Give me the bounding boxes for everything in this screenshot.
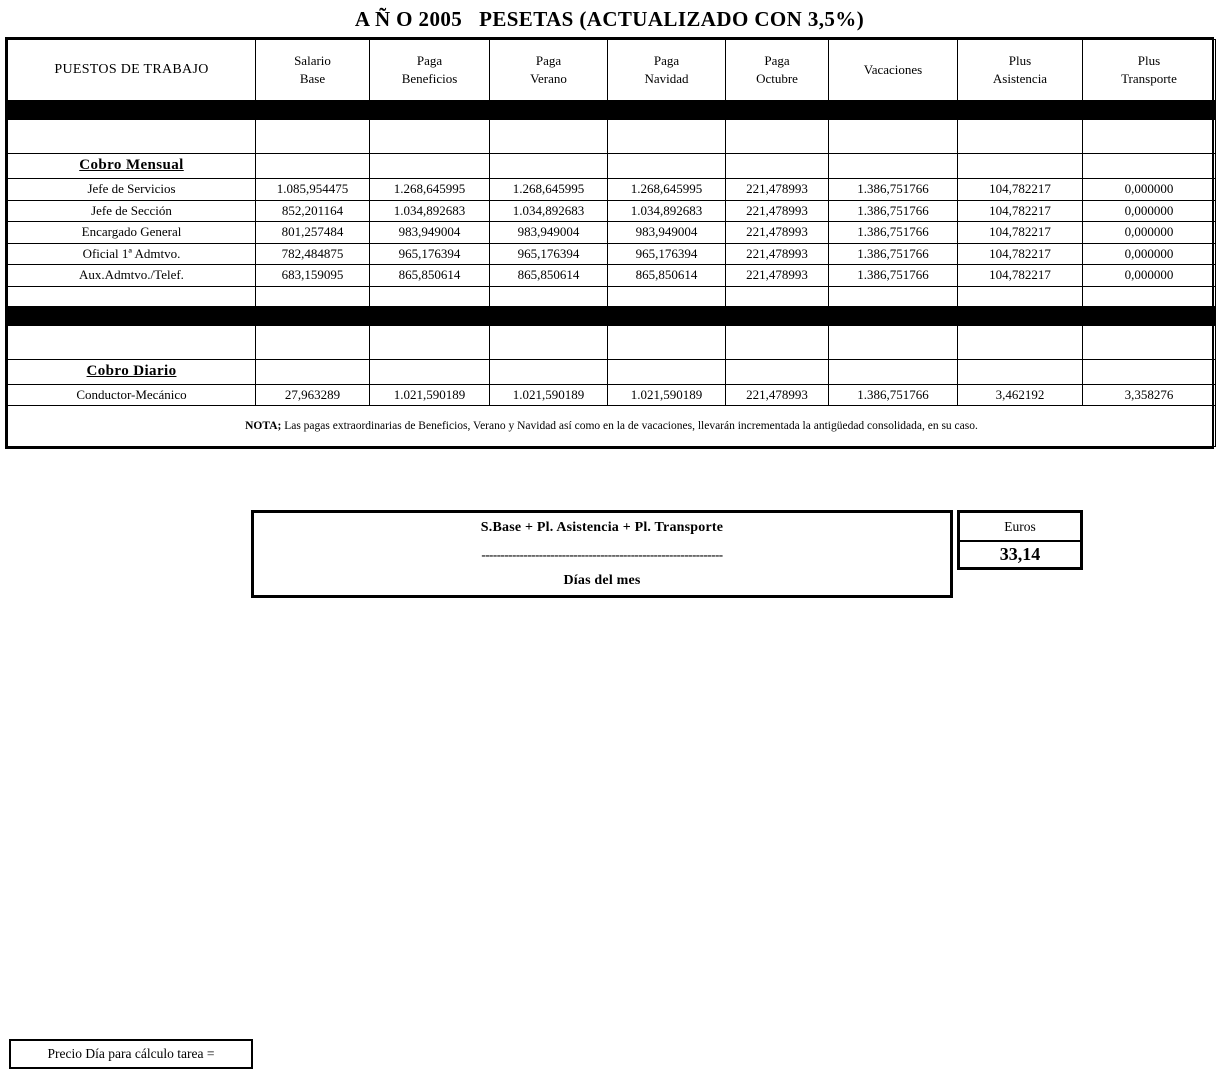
note-label: NOTA; — [245, 420, 282, 432]
header-line-1: Paga — [535, 53, 562, 69]
value-cell: 1.085,954475 — [256, 179, 370, 201]
spacer-cell — [608, 120, 726, 154]
separator-cell — [490, 306, 608, 325]
value-cell: 0,000000 — [1083, 200, 1216, 222]
value-cell: 0,000000 — [1083, 179, 1216, 201]
value-cell: 3,462192 — [958, 384, 1083, 406]
header-line-1: Plus — [1137, 53, 1161, 69]
formula-box — [251, 510, 953, 598]
table-row — [8, 200, 1216, 222]
value-cell: 1.386,751766 — [829, 179, 958, 201]
value-cell: 983,949004 — [490, 222, 608, 244]
value-cell: 782,484875 — [256, 243, 370, 265]
header-line-2: Beneficios — [401, 71, 458, 86]
value-cell: 1.386,751766 — [829, 200, 958, 222]
job-title-cell: Encargado General — [8, 222, 256, 244]
spacer-row — [8, 120, 1216, 154]
separator-cell — [370, 306, 490, 325]
value-cell: 1.268,645995 — [490, 179, 608, 201]
value-cell: 104,782217 — [958, 265, 1083, 287]
header-line-1: PUESTOS DE TRABAJO — [54, 61, 209, 77]
page-title: A Ñ O 2005 PESETAS (ACTUALIZADO CON 3,5%) — [354, 7, 865, 31]
table-row — [8, 179, 1216, 201]
spacer-cell — [608, 325, 726, 359]
spacer-cell — [490, 286, 608, 306]
group-label: Cobro Mensual — [79, 157, 184, 173]
value-cell: 865,850614 — [370, 265, 490, 287]
spacer-cell — [256, 286, 370, 306]
value-cell: 965,176394 — [490, 243, 608, 265]
value-cell: 104,782217 — [958, 243, 1083, 265]
value-cell: 104,782217 — [958, 222, 1083, 244]
spacer-cell — [958, 286, 1083, 306]
euros-result-box — [957, 510, 1083, 570]
value-cell: 221,478993 — [726, 243, 829, 265]
group-heading-row — [8, 154, 1216, 179]
spacer-cell — [1083, 325, 1216, 359]
spacer-cell — [829, 286, 958, 306]
header-line-1: Paga — [764, 53, 790, 69]
separator-cell — [726, 101, 829, 120]
spacer-cell — [726, 325, 829, 359]
job-title-cell: Aux.Admtvo./Telef. — [8, 265, 256, 287]
table-row — [8, 384, 1216, 406]
group-empty-cell — [490, 154, 608, 179]
group-empty-cell — [490, 359, 608, 384]
spacer-cell — [829, 325, 958, 359]
header-line-1: Plus — [1008, 53, 1032, 69]
spacer-cell — [726, 286, 829, 306]
spacer-cell — [256, 325, 370, 359]
separator-cell — [490, 101, 608, 120]
formula-section — [0, 503, 1219, 1061]
group-empty-cell — [958, 154, 1083, 179]
value-cell: 983,949004 — [608, 222, 726, 244]
column-header-vacaciones — [829, 40, 958, 101]
value-cell: 965,176394 — [608, 243, 726, 265]
separator-cell — [8, 101, 256, 120]
euros-header: Euros — [960, 513, 1080, 542]
header-line-1: Paga — [416, 53, 443, 69]
value-cell: 983,949004 — [370, 222, 490, 244]
job-title-cell: Oficial 1ª Admtvo. — [8, 243, 256, 265]
value-cell: 1.268,645995 — [370, 179, 490, 201]
spacer-cell — [958, 325, 1083, 359]
value-cell: 865,850614 — [608, 265, 726, 287]
spacer-cell — [958, 120, 1083, 154]
separator-cell — [256, 306, 370, 325]
separator-cell — [256, 101, 370, 120]
value-cell: 865,850614 — [490, 265, 608, 287]
column-header-paga-beneficios — [370, 40, 490, 101]
price-per-day-label: Precio Día para cálculo tarea = — [47, 1046, 215, 1061]
group-empty-cell — [1083, 154, 1216, 179]
job-title-cell: Jefe de Sección — [8, 200, 256, 222]
column-header-plus-asistencia — [958, 40, 1083, 101]
value-cell: 0,000000 — [1083, 243, 1216, 265]
price-per-day-label-box — [9, 1039, 253, 1069]
header-line-2: Base — [299, 71, 326, 86]
value-cell: 104,782217 — [958, 200, 1083, 222]
separator-cell — [1083, 306, 1216, 325]
value-cell: 1.386,751766 — [829, 222, 958, 244]
group-empty-cell — [1083, 359, 1216, 384]
value-cell: 221,478993 — [726, 200, 829, 222]
header-line-1: Vacaciones — [863, 62, 923, 78]
header-line-2: Asistencia — [992, 71, 1048, 86]
spacer-cell — [490, 325, 608, 359]
value-cell: 1.021,590189 — [608, 384, 726, 406]
value-cell: 1.268,645995 — [608, 179, 726, 201]
note-cell — [8, 406, 1216, 447]
header-line-2: Octubre — [756, 71, 798, 86]
spacer-cell — [8, 286, 256, 306]
spacer-cell — [370, 325, 490, 359]
value-cell: 965,176394 — [370, 243, 490, 265]
separator-cell — [958, 306, 1083, 325]
salary-table — [7, 39, 1216, 447]
formula-divider: --------------------------------------------------------------- — [481, 548, 723, 561]
value-cell: 1.386,751766 — [829, 265, 958, 287]
group-empty-cell — [256, 359, 370, 384]
value-cell: 221,478993 — [726, 384, 829, 406]
spacer-cell — [8, 325, 256, 359]
value-cell: 221,478993 — [726, 265, 829, 287]
note-row — [8, 406, 1216, 447]
separator-band — [8, 101, 1216, 120]
group-empty-cell — [726, 154, 829, 179]
value-cell: 1.021,590189 — [370, 384, 490, 406]
group-empty-cell — [726, 359, 829, 384]
separator-cell — [1083, 101, 1216, 120]
euros-value: 33,14 — [999, 544, 1041, 564]
value-cell: 1.386,751766 — [829, 243, 958, 265]
group-empty-cell — [370, 359, 490, 384]
spacer-cell — [829, 120, 958, 154]
spacer-cell — [1083, 120, 1216, 154]
value-cell: 221,478993 — [726, 222, 829, 244]
formula-numerator: S.Base + Pl. Asistencia + Pl. Transporte — [480, 520, 724, 535]
formula-denominator: Días del mes — [563, 573, 641, 588]
spacer-cell — [726, 120, 829, 154]
spacer-cell — [370, 286, 490, 306]
value-cell: 0,000000 — [1083, 265, 1216, 287]
spacer-row — [8, 286, 1216, 306]
value-cell: 1.034,892683 — [370, 200, 490, 222]
header-line-2: Transporte — [1121, 71, 1177, 86]
spacer-row — [8, 325, 1216, 359]
group-heading-cell — [8, 359, 256, 384]
group-empty-cell — [958, 359, 1083, 384]
job-title-cell: Jefe de Servicios — [8, 179, 256, 201]
separator-band — [8, 306, 1216, 325]
separator-cell — [829, 306, 958, 325]
group-empty-cell — [370, 154, 490, 179]
table-header — [8, 40, 1216, 101]
separator-cell — [608, 306, 726, 325]
value-cell: 104,782217 — [958, 179, 1083, 201]
spacer-cell — [608, 286, 726, 306]
value-cell: 27,963289 — [256, 384, 370, 406]
group-label: Cobro Diario — [86, 362, 177, 379]
separator-cell — [958, 101, 1083, 120]
group-empty-cell — [608, 154, 726, 179]
separator-cell — [370, 101, 490, 120]
spacer-cell — [1083, 286, 1216, 306]
separator-cell — [608, 101, 726, 120]
group-empty-cell — [829, 359, 958, 384]
value-cell: 1.021,590189 — [490, 384, 608, 406]
value-cell: 683,159095 — [256, 265, 370, 287]
group-empty-cell — [256, 154, 370, 179]
value-cell: 1.034,892683 — [608, 200, 726, 222]
table-body — [8, 101, 1216, 447]
separator-cell — [829, 101, 958, 120]
spacer-cell — [256, 120, 370, 154]
header-line-1: Salario — [294, 53, 331, 69]
spacer-cell — [370, 120, 490, 154]
value-cell: 1.386,751766 — [829, 384, 958, 406]
group-heading-row — [8, 359, 1216, 384]
group-heading-cell — [8, 154, 256, 179]
column-header-salario-base — [256, 40, 370, 101]
header-row — [8, 40, 1216, 101]
value-cell: 852,201164 — [256, 200, 370, 222]
separator-cell — [8, 306, 256, 325]
header-line-2: Navidad — [644, 71, 689, 86]
value-cell: 1.034,892683 — [490, 200, 608, 222]
table-row — [8, 243, 1216, 265]
value-cell: 0,000000 — [1083, 222, 1216, 244]
header-line-2: Verano — [530, 71, 567, 86]
value-cell: 3,358276 — [1083, 384, 1216, 406]
spacer-cell — [490, 120, 608, 154]
column-header-plus-transporte — [1083, 40, 1216, 101]
column-header-paga-navidad — [608, 40, 726, 101]
column-header-jobs — [8, 40, 256, 101]
value-cell: 801,257484 — [256, 222, 370, 244]
value-cell: 221,478993 — [726, 179, 829, 201]
group-empty-cell — [608, 359, 726, 384]
table-row — [8, 265, 1216, 287]
job-title-cell: Conductor-Mecánico — [8, 384, 256, 406]
column-header-paga-verano — [490, 40, 608, 101]
group-empty-cell — [829, 154, 958, 179]
column-header-paga-octubre — [726, 40, 829, 101]
salary-table-container — [5, 37, 1214, 449]
spacer-cell — [8, 120, 256, 154]
table-row — [8, 222, 1216, 244]
note-text: Las pagas extraordinarias de Beneficios, Verano y Navidad así como en la de vacaciones, llevarán incrementada la antigüedad consolidada, en su caso. — [281, 420, 978, 432]
header-line-1: Paga — [653, 53, 680, 69]
separator-cell — [726, 306, 829, 325]
